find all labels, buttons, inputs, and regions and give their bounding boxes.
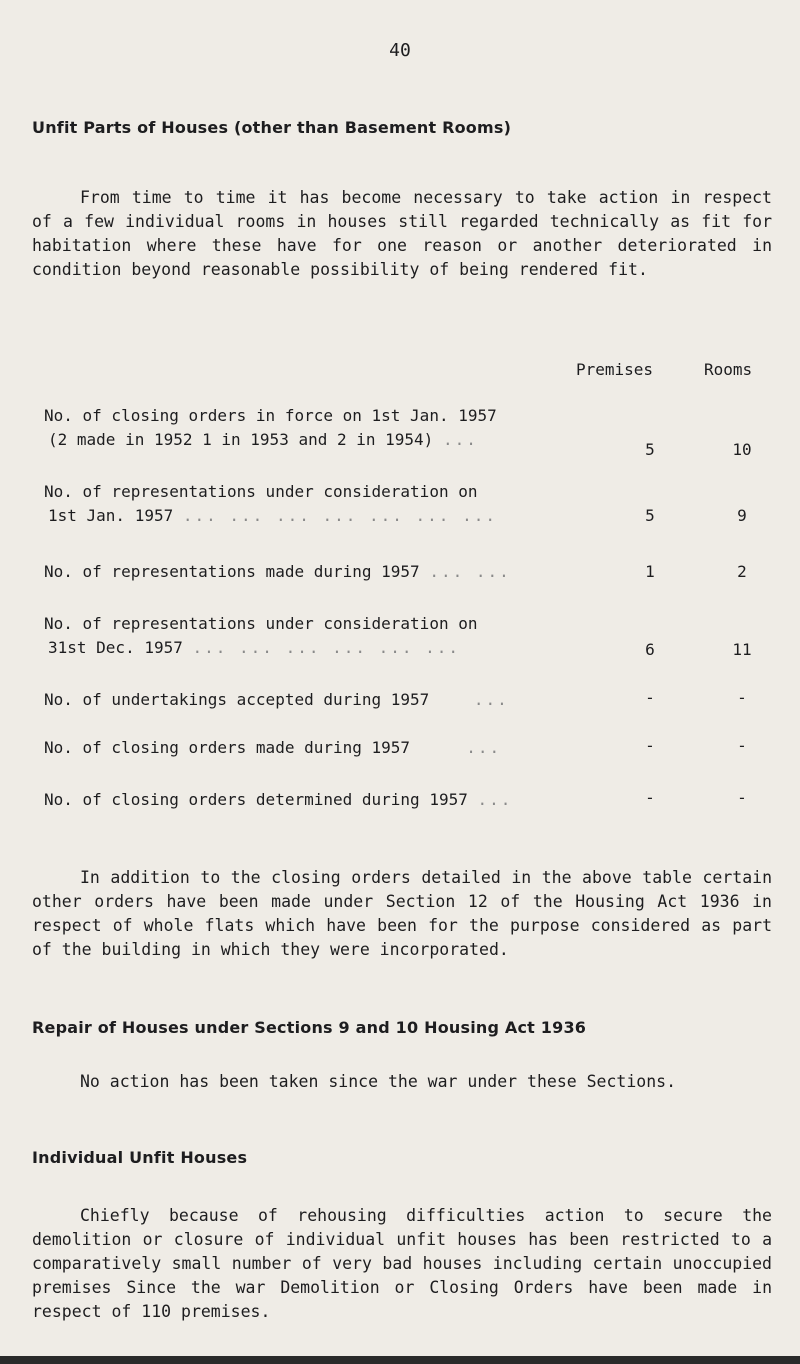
premises-value: - <box>645 736 655 755</box>
row-label-continued: 1st Jan. 1957 ... ... ... ... ... ... ... <box>48 506 497 525</box>
row-label: No. of representations under consideration on <box>44 614 478 633</box>
table-row <box>44 480 784 528</box>
rooms-value: - <box>737 788 747 807</box>
section-heading-unfit-parts: Unfit Parts of Houses (other than Basement Rooms) <box>32 118 512 137</box>
section-heading-individual-unfit: Individual Unfit Houses <box>32 1148 248 1167</box>
intro-text: From time to time it has become necessary to take action in respect of a few individual rooms in houses still regarded technically as fit for habitation where these have for one reason or another deteriorated in condition beyond reasonable possibility of being rendered fit. <box>32 188 772 279</box>
premises-value: - <box>645 688 655 707</box>
premises-value: 6 <box>645 640 655 659</box>
table-row <box>44 404 784 452</box>
premises-value: 1 <box>645 562 655 581</box>
intro-paragraph <box>32 186 772 282</box>
row-label-continued: (2 made in 1952 1 in 1953 and 2 in 1954) ... <box>48 430 478 449</box>
premises-value: 5 <box>645 440 655 459</box>
column-header-premises: Premises <box>576 360 654 379</box>
table-row <box>44 788 784 812</box>
rooms-value: 10 <box>732 440 752 459</box>
individual-unfit-text: Chiefly because of rehousing difficulties action to secure the demolition or closure of individual unfit houses has been restricted to a comparatively small number of very bad houses including certain unoccupied premises Since the war Demolition or Closing Orders have been made in respect of 110 premises. <box>32 1206 772 1321</box>
rooms-value: - <box>737 688 747 707</box>
row-label: No. of closing orders in force on 1st Jan. 1957 <box>44 406 497 425</box>
repair-text: No action has been taken since the war under these Sections. <box>80 1072 677 1091</box>
after-table-text: In addition to the closing orders detailed in the above table certain other orders have been made under Section 12 of the Housing Act 1936 in respect of whole flats which have been for the purpose considered as part of the building in which they were incorporated. <box>32 868 772 959</box>
row-label: No. of closing orders determined during 1957 ... <box>44 790 513 809</box>
premises-value: 5 <box>645 506 655 525</box>
row-label: No. of closing orders made during 1957 ... <box>44 738 502 757</box>
section-heading-repair: Repair of Houses under Sections 9 and 10 Housing Act 1936 <box>32 1018 587 1037</box>
rooms-value: 9 <box>737 506 747 525</box>
individual-unfit-paragraph <box>32 1204 772 1324</box>
row-label: No. of representations under consideration on <box>44 482 478 501</box>
page-bottom-edge <box>0 1356 800 1364</box>
row-label: No. of undertakings accepted during 1957 ... <box>44 690 509 709</box>
table-row <box>44 688 784 712</box>
rooms-value: 11 <box>732 640 752 659</box>
rooms-value: 2 <box>737 562 747 581</box>
row-label-continued: 31st Dec. 1957 ... ... ... ... ... ... <box>48 638 461 657</box>
repair-paragraph <box>32 1070 772 1094</box>
column-header-rooms: Rooms <box>704 360 753 379</box>
premises-value: - <box>645 788 655 807</box>
page-number: 40 <box>389 40 411 61</box>
table-row <box>44 612 784 660</box>
after-table-paragraph <box>32 866 772 962</box>
rooms-value: - <box>737 736 747 755</box>
row-label: No. of representations made during 1957 ... ... <box>44 562 511 581</box>
table-row <box>44 560 784 584</box>
table-row <box>44 736 784 760</box>
